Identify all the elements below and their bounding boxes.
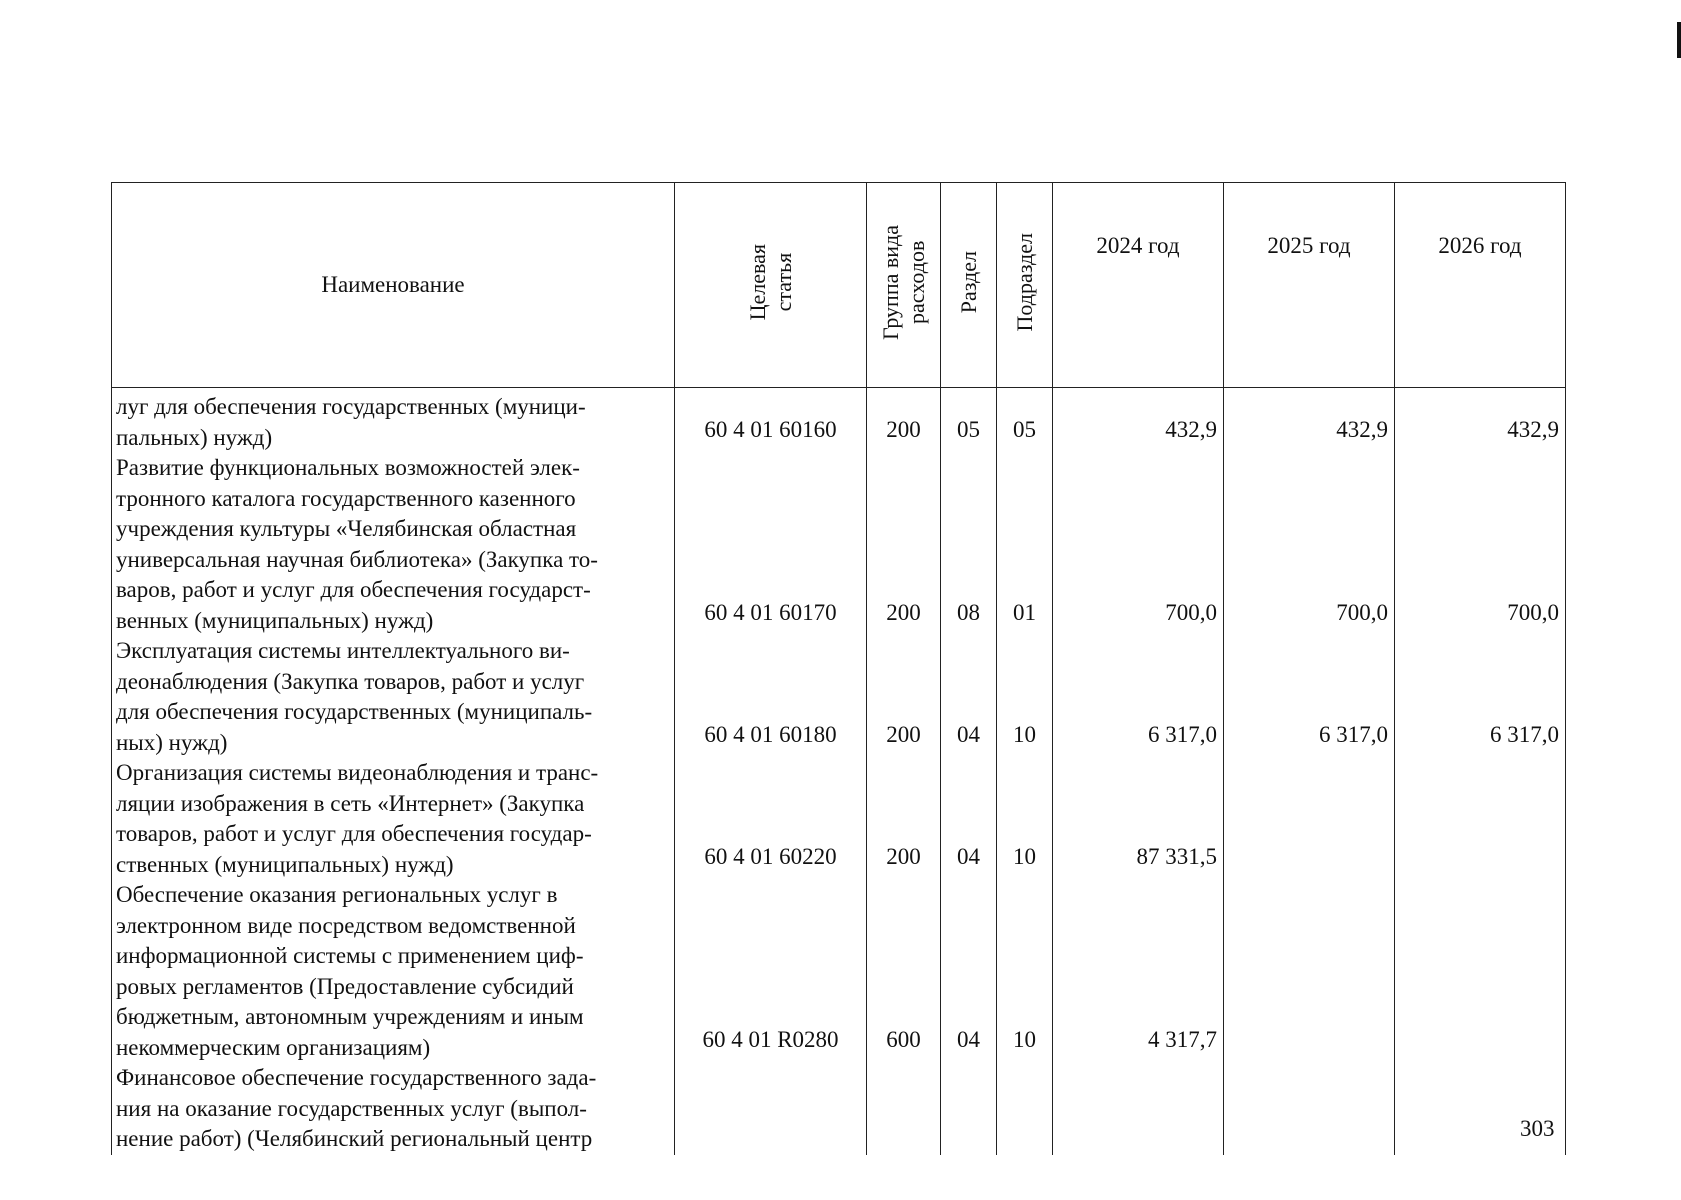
row-name-line: для обеспечения государственных (муниципаль- (116, 699, 593, 724)
row-subsection: 10 (997, 758, 1053, 880)
row-name-line: универсальная научная библиотека» (Закупка то- (116, 546, 598, 572)
row-amount-2025 (1224, 880, 1395, 1063)
header-target-text: Целевая статья (744, 243, 796, 321)
row-subsection: 05 (997, 388, 1053, 454)
row-amount-2025: 432,9 (1224, 388, 1395, 454)
row-expense-group: 200 (867, 453, 941, 636)
row-amount-2026: 432,9 (1395, 388, 1566, 454)
header-subsection-text: Подраздел (1011, 232, 1037, 332)
budget-table (111, 182, 1566, 1155)
row-name-line: электронном виде посредством ведомственной (116, 912, 576, 938)
row-amount-2026: 6 317,0 (1395, 636, 1566, 758)
row-name-line: деонаблюдения (Закупка товаров, работ и услуг (116, 668, 585, 694)
row-name (112, 880, 675, 1063)
row-amount-2024: 6 317,0 (1053, 636, 1224, 758)
row-name (112, 758, 675, 880)
table-row (112, 453, 1566, 636)
row-expense-group: 200 (867, 636, 941, 758)
header-group (867, 183, 941, 388)
row-target-code: 60 4 01 60170 (675, 453, 867, 636)
header-section (941, 183, 997, 388)
scan-edge-mark (1677, 22, 1681, 58)
row-name (112, 1063, 675, 1155)
row-expense-group: 200 (867, 758, 941, 880)
row-target-code (675, 1063, 867, 1155)
table-row (112, 758, 1566, 880)
row-amount-2024 (1053, 1063, 1224, 1155)
row-name (112, 388, 675, 454)
row-name-line: ляции изображения в сеть «Интернет» (Закупка (116, 790, 585, 816)
header-2024: 2024 год (1053, 183, 1224, 388)
row-section: 05 (941, 388, 997, 454)
row-amount-2025 (1224, 758, 1395, 880)
row-name-line: ственных (муниципальных) нужд) (116, 851, 454, 877)
table-row (112, 636, 1566, 758)
row-name-line: венных (муниципальных) нужд) (116, 607, 434, 633)
row-amount-2025: 700,0 (1224, 453, 1395, 636)
header-name: Наименование (112, 183, 675, 388)
row-amount-2026 (1395, 880, 1566, 1063)
row-name-line: варов, работ и услуг для обеспечения государст- (116, 577, 591, 602)
row-amount-2025: 6 317,0 (1224, 636, 1395, 758)
row-target-code: 60 4 01 60180 (675, 636, 867, 758)
row-name-line: Обеспечение оказания региональных услуг в (116, 882, 558, 907)
row-target-code: 60 4 01 60220 (675, 758, 867, 880)
row-name-line: пальных) нужд) (116, 424, 273, 450)
header-target (675, 183, 867, 388)
row-name-line: товаров, работ и услуг для обеспечения государ- (116, 821, 592, 846)
row-amount-2026 (1395, 758, 1566, 880)
row-amount-2025 (1224, 1063, 1395, 1155)
row-name-line: Финансовое обеспечение государственного зада- (116, 1065, 597, 1090)
row-expense-group (867, 1063, 941, 1155)
header-2025: 2025 год (1224, 183, 1395, 388)
header-group-text: Группа вида расходов (877, 224, 929, 340)
row-amount-2024: 87 331,5 (1053, 758, 1224, 880)
row-subsection (997, 1063, 1053, 1155)
row-name-line: луг для обеспечения государственных (муници- (116, 394, 586, 419)
row-expense-group: 600 (867, 880, 941, 1063)
row-name-line: информационной системы с применением циф- (116, 943, 584, 968)
header-section-text: Раздел (955, 250, 981, 314)
row-amount-2024: 4 317,7 (1053, 880, 1224, 1063)
row-name-line: Эксплуатация системы интеллектуального ви- (116, 638, 570, 663)
row-section (941, 1063, 997, 1155)
row-name-line: тронного каталога государственного казенного (116, 485, 576, 511)
row-name-line: ных) нужд) (116, 729, 228, 755)
row-target-code: 60 4 01 60160 (675, 388, 867, 454)
row-name (112, 453, 675, 636)
row-subsection: 01 (997, 453, 1053, 636)
row-name-line: Развитие функциональных возможностей элек- (116, 455, 580, 480)
row-name-line: бюджетным, автономным учреждениям и иным (116, 1004, 584, 1029)
row-amount-2026: 700,0 (1395, 453, 1566, 636)
row-target-code: 60 4 01 R0280 (675, 880, 867, 1063)
table-row (112, 880, 1566, 1063)
row-name-line: учреждения культуры «Челябинская областная (116, 516, 577, 541)
row-name-line: ровых регламентов (Предоставление субсидий (116, 973, 574, 999)
row-amount-2024: 432,9 (1053, 388, 1224, 454)
row-section: 04 (941, 880, 997, 1063)
row-section: 04 (941, 636, 997, 758)
header-subsection (997, 183, 1053, 388)
row-name-line: нение работ) (Челябинский региональный центр (116, 1126, 593, 1151)
header-2026: 2026 год (1395, 183, 1566, 388)
row-section: 04 (941, 758, 997, 880)
row-amount-2024: 700,0 (1053, 453, 1224, 636)
row-name-line: Организация системы видеонаблюдения и транс- (116, 760, 599, 785)
row-section: 08 (941, 453, 997, 636)
row-expense-group: 200 (867, 388, 941, 454)
row-subsection: 10 (997, 880, 1053, 1063)
table-row (112, 388, 1566, 454)
row-subsection: 10 (997, 636, 1053, 758)
table-row (112, 1063, 1566, 1155)
page-number: 303 (1520, 1116, 1555, 1141)
row-name (112, 636, 675, 758)
row-name-line: ния на оказание государственных услуг (выпол- (116, 1095, 587, 1121)
row-name-line: некоммерческим организациям) (116, 1034, 431, 1060)
table-header-row (112, 183, 1566, 388)
